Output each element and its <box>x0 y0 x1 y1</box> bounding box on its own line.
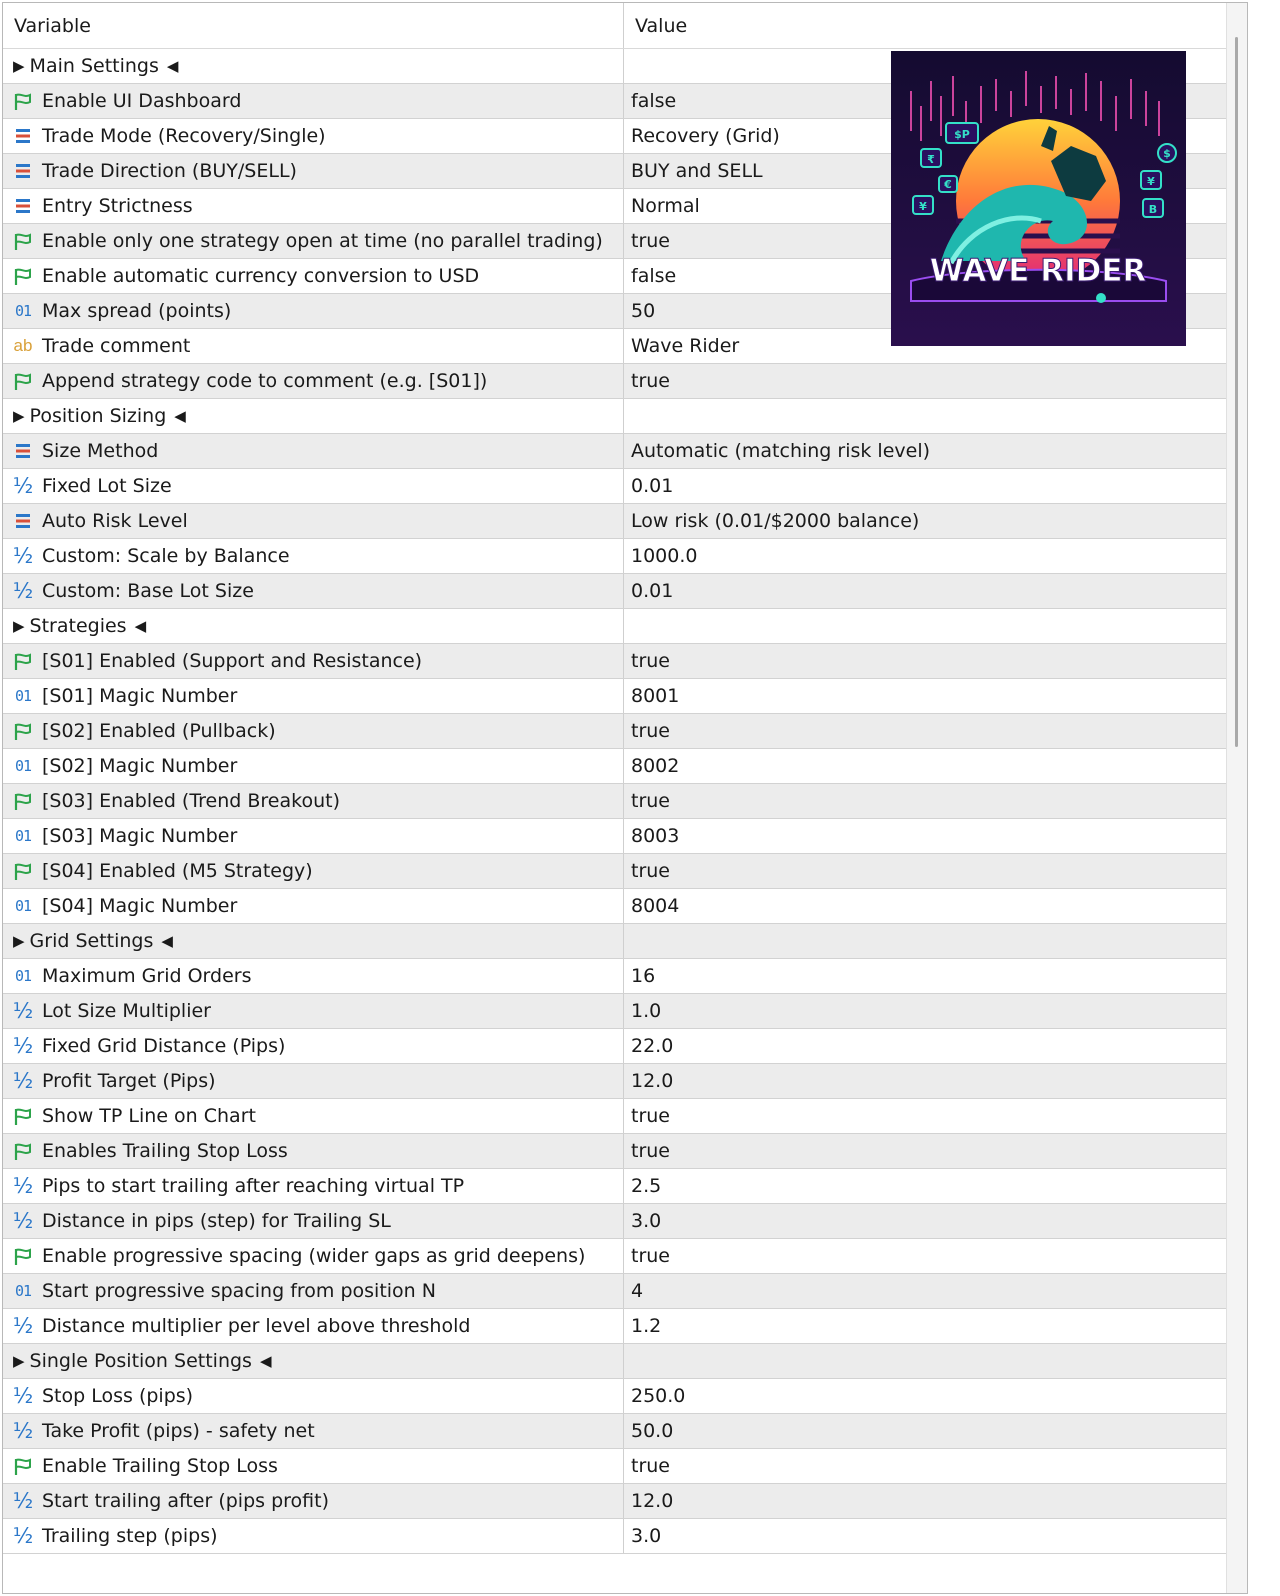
value-text: 1.2 <box>631 1315 662 1337</box>
bool-flag-icon <box>11 1244 35 1268</box>
variable-cell <box>3 329 624 363</box>
value-cell[interactable] <box>624 1484 1247 1518</box>
variable-cell <box>3 1274 624 1308</box>
double-icon: ½ <box>12 474 34 498</box>
table-row[interactable] <box>3 469 1247 504</box>
variable-label: Trailing step (pips) <box>42 1525 218 1547</box>
section-arrow-right-icon[interactable]: ▶ <box>13 1352 25 1370</box>
table-row[interactable] <box>3 1239 1247 1274</box>
section-arrow-left-icon: ◀ <box>134 617 147 635</box>
enum-list-icon <box>11 124 35 148</box>
section-row[interactable] <box>3 399 1247 434</box>
table-row[interactable] <box>3 364 1247 399</box>
table-row[interactable] <box>3 749 1247 784</box>
variable-label: [S03] Enabled (Trend Breakout) <box>42 790 340 812</box>
variable-cell <box>3 994 624 1028</box>
value-cell <box>624 399 1247 433</box>
variable-label: Distance in pips (step) for Trailing SL <box>42 1210 391 1232</box>
value-cell[interactable] <box>624 889 1247 923</box>
integer-icon: 01 <box>14 897 32 915</box>
variable-cell <box>3 1029 624 1063</box>
table-row[interactable] <box>3 679 1247 714</box>
double-icon: ½ <box>12 1034 34 1058</box>
value-text: Automatic (matching risk level) <box>631 440 931 462</box>
variable-cell <box>3 189 624 223</box>
section-label: Single Position Settings <box>29 1350 252 1372</box>
variable-cell <box>3 49 624 83</box>
value-cell <box>624 924 1247 958</box>
value-text: 22.0 <box>631 1035 674 1057</box>
value-cell[interactable] <box>624 854 1247 888</box>
value-text: false <box>631 90 677 112</box>
double-icon: ½ <box>12 1419 34 1443</box>
integer-icon: 01 <box>14 302 32 320</box>
table-row[interactable] <box>3 1134 1247 1169</box>
value-cell[interactable] <box>624 784 1247 818</box>
value-text: 4 <box>631 1280 644 1302</box>
enum-list-icon <box>11 194 35 218</box>
table-row[interactable] <box>3 889 1247 924</box>
value-cell <box>624 1344 1247 1378</box>
variable-cell <box>3 1064 624 1098</box>
table-row[interactable] <box>3 1099 1247 1134</box>
variable-cell <box>3 539 624 573</box>
variable-label: Enable UI Dashboard <box>42 90 242 112</box>
variable-cell <box>3 924 624 958</box>
value-cell[interactable] <box>624 749 1247 783</box>
variable-cell <box>3 679 624 713</box>
double-icon: ½ <box>12 544 34 568</box>
variable-label: Start trailing after (pips profit) <box>42 1490 329 1512</box>
bool-flag-icon <box>11 229 35 253</box>
value-text: true <box>631 650 670 672</box>
value-cell[interactable] <box>624 1414 1247 1448</box>
bool-flag-icon <box>11 264 35 288</box>
value-cell[interactable] <box>624 644 1247 678</box>
table-row[interactable] <box>3 819 1247 854</box>
variable-cell <box>3 784 624 818</box>
value-cell[interactable] <box>624 714 1247 748</box>
variable-cell <box>3 854 624 888</box>
variable-cell <box>3 294 624 328</box>
value-text: 12.0 <box>631 1490 674 1512</box>
bool-flag-icon <box>11 1139 35 1163</box>
value-text: 0.01 <box>631 475 674 497</box>
wave-rider-logo <box>891 51 1186 346</box>
variable-label: [S04] Enabled (M5 Strategy) <box>42 860 313 882</box>
value-text: Normal <box>631 195 700 217</box>
variable-label: Auto Risk Level <box>42 510 188 532</box>
table-row[interactable] <box>3 574 1247 609</box>
value-cell[interactable] <box>624 539 1247 573</box>
table-row[interactable] <box>3 1449 1247 1484</box>
table-row[interactable] <box>3 539 1247 574</box>
table-row[interactable] <box>3 1309 1247 1344</box>
value-cell[interactable] <box>624 819 1247 853</box>
variable-label: [S02] Enabled (Pullback) <box>42 720 276 742</box>
variable-cell <box>3 434 624 468</box>
variable-label: Enable only one strategy open at time (no parallel trading) <box>42 230 603 252</box>
logo-badge-rupee: ₹ <box>927 153 935 166</box>
value-text: 250.0 <box>631 1385 686 1407</box>
table-row[interactable] <box>3 644 1247 679</box>
variable-label: Distance multiplier per level above threshold <box>42 1315 471 1337</box>
table-row[interactable] <box>3 1519 1247 1554</box>
table-row[interactable] <box>3 994 1247 1029</box>
section-arrow-right-icon[interactable]: ▶ <box>13 57 25 75</box>
value-text: 3.0 <box>631 1525 662 1547</box>
double-icon: ½ <box>12 999 34 1023</box>
double-icon: ½ <box>12 1489 34 1513</box>
section-arrow-left-icon: ◀ <box>259 1352 272 1370</box>
variable-cell <box>3 1204 624 1238</box>
value-cell[interactable] <box>624 1204 1247 1238</box>
value-cell[interactable] <box>624 1274 1247 1308</box>
value-text: Wave Rider <box>631 335 740 357</box>
bool-flag-icon <box>11 1454 35 1478</box>
variable-label: Custom: Scale by Balance <box>42 545 290 567</box>
table-row[interactable] <box>3 959 1247 994</box>
value-cell[interactable] <box>624 1099 1247 1133</box>
value-cell[interactable] <box>624 434 1247 468</box>
variable-cell <box>3 819 624 853</box>
variable-cell <box>3 889 624 923</box>
value-text: Low risk (0.01/$2000 balance) <box>631 510 920 532</box>
variable-cell <box>3 1519 624 1553</box>
table-row[interactable] <box>3 714 1247 749</box>
variable-label: Max spread (points) <box>42 300 232 322</box>
variable-cell <box>3 574 624 608</box>
value-cell[interactable] <box>624 1064 1247 1098</box>
variable-label: Take Profit (pips) - safety net <box>42 1420 315 1442</box>
logo-badge-sp: $P <box>954 128 970 141</box>
variable-cell <box>3 469 624 503</box>
section-row[interactable] <box>3 924 1247 959</box>
value-cell[interactable] <box>624 1134 1247 1168</box>
vertical-scrollbar[interactable] <box>1226 3 1247 1593</box>
value-text: true <box>631 1105 670 1127</box>
scrollbar-thumb[interactable] <box>1235 37 1238 747</box>
column-header-value[interactable]: Value <box>635 14 688 37</box>
double-icon: ½ <box>12 1209 34 1233</box>
table-row[interactable] <box>3 1274 1247 1309</box>
variable-label: Entry Strictness <box>42 195 193 217</box>
string-icon: ab <box>13 336 33 355</box>
variable-label: Pips to start trailing after reaching virtual TP <box>42 1175 465 1197</box>
value-text: 16 <box>631 965 656 987</box>
variable-label: Start progressive spacing from position N <box>42 1280 436 1302</box>
value-text: 8001 <box>631 685 680 707</box>
logo-badge-yen: ¥ <box>919 200 927 213</box>
value-text: 50 <box>631 300 656 322</box>
value-text: 8003 <box>631 825 680 847</box>
value-text: true <box>631 370 670 392</box>
table-header <box>3 3 1247 49</box>
table-row[interactable] <box>3 1414 1247 1449</box>
value-cell[interactable] <box>624 504 1247 538</box>
variable-label: Enables Trailing Stop Loss <box>42 1140 288 1162</box>
variable-cell <box>3 1344 624 1378</box>
variable-cell <box>3 609 624 643</box>
table-row[interactable] <box>3 854 1247 889</box>
section-arrow-left-icon: ◀ <box>161 932 173 950</box>
variable-cell <box>3 84 624 118</box>
section-arrow-right-icon[interactable]: ▶ <box>13 932 25 950</box>
value-cell[interactable] <box>624 1239 1247 1273</box>
enum-list-icon <box>11 509 35 533</box>
variable-cell <box>3 1169 624 1203</box>
variable-label: Enable progressive spacing (wider gaps as grid deepens) <box>42 1245 586 1267</box>
double-icon: ½ <box>12 1384 34 1408</box>
section-arrow-left-icon: ◀ <box>166 57 179 75</box>
variable-label: Size Method <box>42 440 159 462</box>
variable-label: [S04] Magic Number <box>42 895 238 917</box>
value-text: 1.0 <box>631 1000 662 1022</box>
variable-cell <box>3 504 624 538</box>
logo-title: WAVE RIDER <box>929 253 1147 289</box>
value-cell[interactable] <box>624 1519 1247 1553</box>
table-row[interactable] <box>3 434 1247 469</box>
value-text: true <box>631 720 670 742</box>
variable-cell <box>3 749 624 783</box>
section-label: Position Sizing <box>29 405 167 427</box>
variable-cell <box>3 399 624 433</box>
variable-label: Enable Trailing Stop Loss <box>42 1455 278 1477</box>
double-icon: ½ <box>12 1524 34 1548</box>
variable-cell <box>3 1309 624 1343</box>
variable-cell <box>3 644 624 678</box>
variable-label: Lot Size Multiplier <box>42 1000 211 1022</box>
value-text: BUY and SELL <box>631 160 763 182</box>
value-text: false <box>631 265 677 287</box>
table-row[interactable] <box>3 1484 1247 1519</box>
variable-label: Stop Loss (pips) <box>42 1385 194 1407</box>
variable-label: Trade comment <box>42 335 191 357</box>
integer-icon: 01 <box>14 827 32 845</box>
variable-label: Append strategy code to comment (e.g. [S01]) <box>42 370 488 392</box>
variable-label: Fixed Grid Distance (Pips) <box>42 1035 286 1057</box>
table-row[interactable] <box>3 784 1247 819</box>
integer-icon: 01 <box>14 687 32 705</box>
value-cell[interactable] <box>624 1379 1247 1413</box>
variable-label: Trade Mode (Recovery/Single) <box>42 125 326 147</box>
value-cell[interactable] <box>624 469 1247 503</box>
value-text: 8004 <box>631 895 680 917</box>
variable-label: Show TP Line on Chart <box>42 1105 256 1127</box>
variable-cell <box>3 1449 624 1483</box>
value-cell[interactable] <box>624 679 1247 713</box>
variable-label: [S02] Magic Number <box>42 755 238 777</box>
double-icon: ½ <box>12 1174 34 1198</box>
table-row[interactable] <box>3 1169 1247 1204</box>
variable-label: Trade Direction (BUY/SELL) <box>42 160 297 182</box>
value-cell[interactable] <box>624 1309 1247 1343</box>
section-arrow-right-icon[interactable]: ▶ <box>13 617 25 635</box>
double-icon: ½ <box>12 579 34 603</box>
section-label: Main Settings <box>29 55 159 77</box>
table-row[interactable] <box>3 1204 1247 1239</box>
enum-list-icon <box>11 439 35 463</box>
value-cell[interactable] <box>624 1029 1247 1063</box>
variable-cell <box>3 119 624 153</box>
value-text: true <box>631 860 670 882</box>
variable-label: Maximum Grid Orders <box>42 965 252 987</box>
value-text: 2.5 <box>631 1175 662 1197</box>
variable-label: Profit Target (Pips) <box>42 1070 216 1092</box>
variable-cell <box>3 259 624 293</box>
logo-badge-bitcoin: B <box>1148 203 1158 216</box>
variable-cell <box>3 714 624 748</box>
variable-cell <box>3 1379 624 1413</box>
value-text: true <box>631 1140 670 1162</box>
value-cell <box>624 609 1247 643</box>
bool-flag-icon <box>11 789 35 813</box>
variable-cell <box>3 364 624 398</box>
bool-flag-icon <box>11 1104 35 1128</box>
value-cell[interactable] <box>624 364 1247 398</box>
value-cell[interactable] <box>624 959 1247 993</box>
bool-flag-icon <box>11 719 35 743</box>
section-label: Grid Settings <box>29 930 154 952</box>
variable-label: Custom: Base Lot Size <box>42 580 254 602</box>
integer-icon: 01 <box>14 1282 32 1300</box>
logo-badge-yen-right: ¥ <box>1147 175 1155 188</box>
variable-label: Enable automatic currency conversion to USD <box>42 265 480 287</box>
value-text: 1000.0 <box>631 545 698 567</box>
integer-icon: 01 <box>14 757 32 775</box>
value-text: true <box>631 1245 670 1267</box>
variable-cell <box>3 1484 624 1518</box>
section-row[interactable] <box>3 1344 1247 1379</box>
value-text: 50.0 <box>631 1420 674 1442</box>
variable-cell <box>3 1099 624 1133</box>
value-text: true <box>631 1455 670 1477</box>
table-row[interactable] <box>3 1379 1247 1414</box>
double-icon: ½ <box>12 1069 34 1093</box>
variable-cell <box>3 1134 624 1168</box>
table-row[interactable] <box>3 1064 1247 1099</box>
bool-flag-icon <box>11 369 35 393</box>
variable-cell <box>3 1414 624 1448</box>
integer-icon: 01 <box>14 967 32 985</box>
value-cell[interactable] <box>624 994 1247 1028</box>
value-text: true <box>631 790 670 812</box>
variable-label: [S03] Magic Number <box>42 825 238 847</box>
value-text: 12.0 <box>631 1070 674 1092</box>
value-cell[interactable] <box>624 1169 1247 1203</box>
variable-label: Fixed Lot Size <box>42 475 172 497</box>
value-text: 3.0 <box>631 1210 662 1232</box>
section-row[interactable] <box>3 609 1247 644</box>
double-icon: ½ <box>12 1314 34 1338</box>
value-text: 0.01 <box>631 580 674 602</box>
section-arrow-left-icon: ◀ <box>174 407 186 425</box>
table-row[interactable] <box>3 1029 1247 1064</box>
value-cell[interactable] <box>624 574 1247 608</box>
table-row[interactable] <box>3 504 1247 539</box>
section-arrow-right-icon[interactable]: ▶ <box>13 407 25 425</box>
logo-badge-euro: € <box>944 178 952 191</box>
section-label: Strategies <box>29 615 127 637</box>
variable-cell <box>3 1239 624 1273</box>
bool-flag-icon <box>11 859 35 883</box>
variable-label: [S01] Magic Number <box>42 685 238 707</box>
bool-flag-icon <box>11 649 35 673</box>
logo-badge-dollar: $ <box>1163 147 1171 160</box>
variable-cell <box>3 224 624 258</box>
column-header-variable[interactable]: Variable <box>3 3 624 48</box>
value-cell[interactable] <box>624 1449 1247 1483</box>
variable-cell <box>3 959 624 993</box>
variable-label: [S01] Enabled (Support and Resistance) <box>42 650 423 672</box>
value-text: Recovery (Grid) <box>631 125 780 147</box>
variable-cell <box>3 154 624 188</box>
bool-flag-icon <box>11 89 35 113</box>
value-text: true <box>631 230 670 252</box>
enum-list-icon <box>11 159 35 183</box>
value-text: 8002 <box>631 755 680 777</box>
